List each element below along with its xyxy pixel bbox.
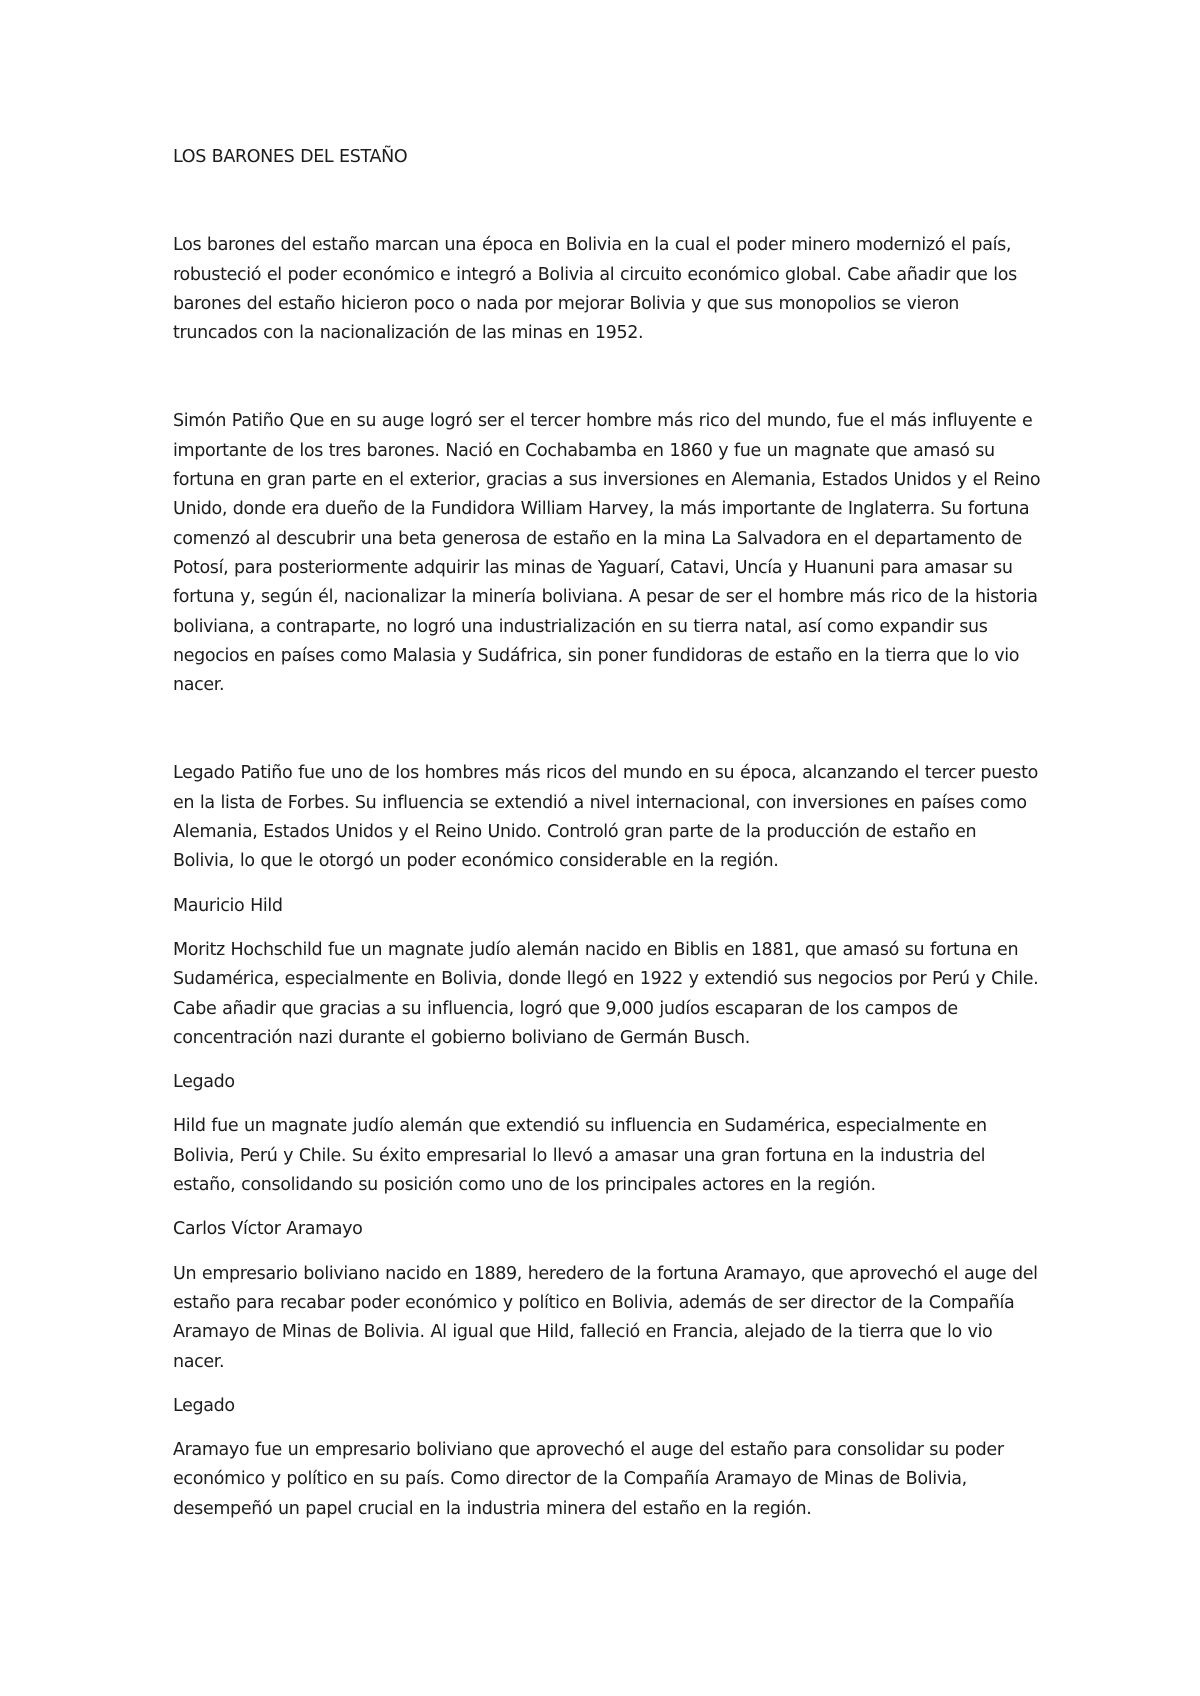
hild-paragraph: Moritz Hochschild fue un magnate judío alemán nacido en Biblis en 1881, que amasó su fortuna en Sudamérica, especialmente en Bolivia, donde llegó en 1922 y extendió sus negocios por Perú y Chile. Cabe añadir que gracias a su influencia, logró que 9,000 judíos escaparan de los campos de concentración nazi durante el gobierno boliviano de Germán Busch. bbox=[173, 939, 1039, 1048]
hild-heading: Mauricio Hild bbox=[173, 895, 283, 916]
aramayo-heading: Carlos Víctor Aramayo bbox=[173, 1219, 363, 1240]
hild-legacy-paragraph: Hild fue un magnate judío alemán que extendió su influencia en Sudamérica, especialmente en Bolivia, Perú y Chile. Su éxito empresarial lo llevó a amasar una gran fortuna en la industria del estaño, consolidando su posición como uno de los principales actores en la región. bbox=[173, 1116, 987, 1196]
aramayo-legacy-heading: Legado bbox=[173, 1395, 235, 1416]
document-body bbox=[173, 143, 1043, 1539]
document-title: LOS BARONES DEL ESTAÑO bbox=[173, 147, 408, 167]
intro-paragraph: Los barones del estaño marcan una época en Bolivia en la cual el poder minero modernizó el país, robusteció el poder económico e integró a Bolivia al circuito económico global. Cabe añadir que los barones del estaño hicieron poco o nada por mejorar Bolivia y que sus monopolios se vieron truncados con la nacionalización de las minas en 1952. bbox=[173, 235, 1017, 344]
aramayo-paragraph: Un empresario boliviano nacido en 1889, heredero de la fortuna Aramayo, que aprovechó el auge del estaño para recabar poder económico y político en Bolivia, además de ser director de la Compañía Aramayo de Minas de Bolivia. Al igual que Hild, falleció en Francia, alejado de la tierra que lo vio nacer. bbox=[173, 1263, 1038, 1372]
patino-legacy-paragraph: Legado Patiño fue uno de los hombres más ricos del mundo en su época, alcanzando el tercer puesto en la lista de Forbes. Su influencia se extendió a nivel internacional, con inversiones en países como Alemania, Estados Unidos y el Reino Unido. Controló gran parte de la producción de estaño en Bolivia, lo que le otorgó un poder económico considerable en la región. bbox=[173, 763, 1038, 872]
hild-legacy-heading: Legado bbox=[173, 1072, 235, 1093]
patino-paragraph: Simón Patiño Que en su auge logró ser el tercer hombre más rico del mundo, fue el más influyente e importante de los tres barones. Nació en Cochabamba en 1860 y fue un magnate que amasó su fortuna en gran parte en el exterior, gracias a sus inversiones en Alemania, Estados Unidos y el Reino Unido, donde era dueño de la Fundidora William Harvey, la más importante de Inglaterra. Su fortuna comenzó al descubrir una beta generosa de estaño en la mina La Salvadora en el departamento de Potosí, para posteriormente adquirir las minas de Yaguarí, Catavi, Uncía y Huanuni para amasar su fortuna y, según él, nacionalizar la minería boliviana. A pesar de ser el hombre más rico de la historia boliviana, a contraparte, no logró una industrialización en su tierra natal, así como expandir sus negocios en países como Malasia y Sudáfrica, sin poner fundidoras de estaño en la tierra que lo vio nacer. bbox=[173, 411, 1041, 696]
aramayo-legacy-paragraph: Aramayo fue un empresario boliviano que aprovechó el auge del estaño para consolidar su poder económico y político en su país. Como director de la Compañía Aramayo de Minas de Bolivia, desempeñó un papel crucial en la industria minera del estaño en la región. bbox=[173, 1440, 1004, 1519]
